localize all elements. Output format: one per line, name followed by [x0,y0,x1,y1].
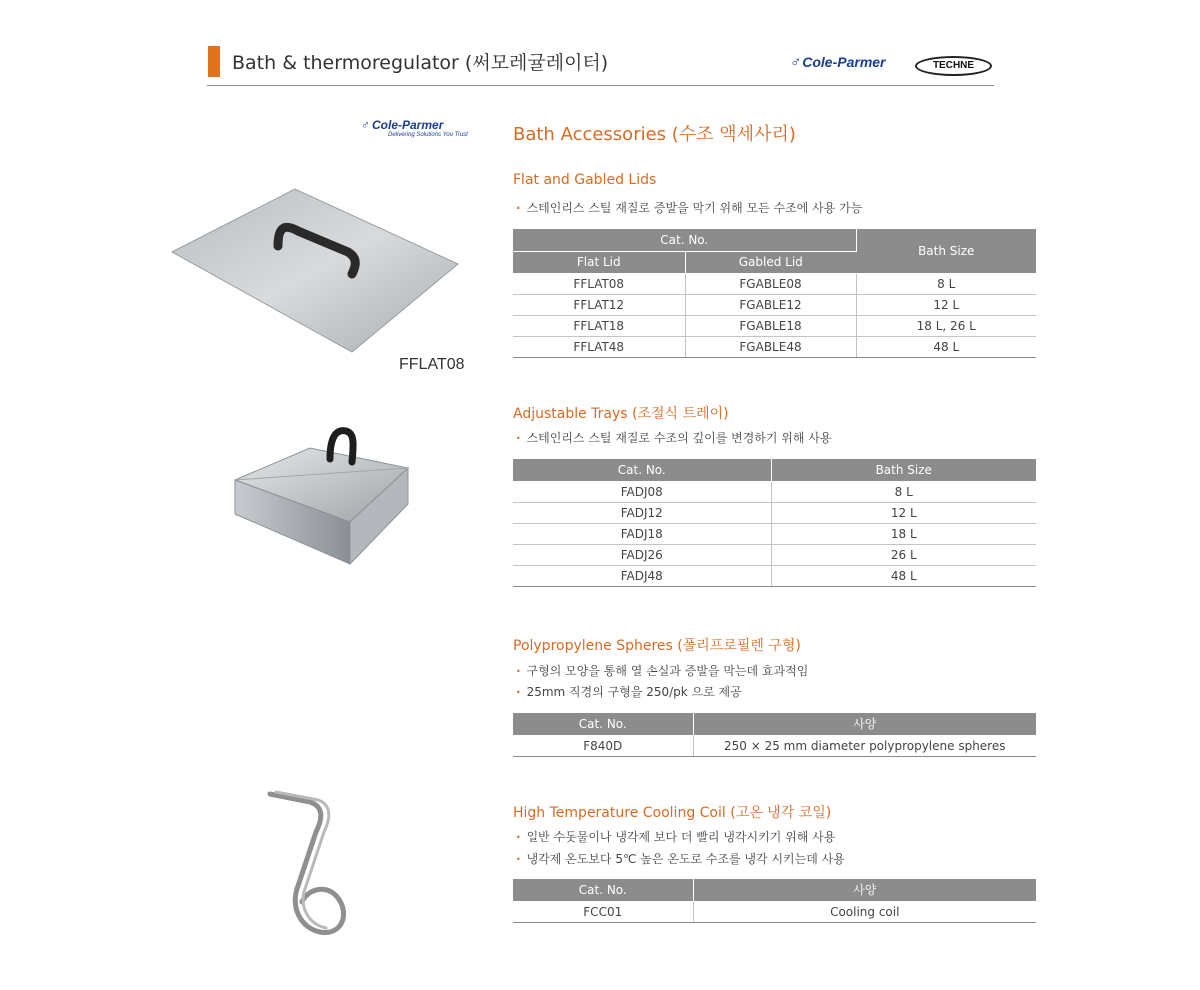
main-title: Bath Accessories (수조 액세사리) [513,124,796,145]
table-row: FADJ18 18 L [513,523,1036,544]
table-row: FFLAT18 FGABLE18 18 L, 26 L [513,315,1036,336]
cole-parmer-logo: ♂ Cole-Parmer [789,54,886,71]
bullet-dot-icon: · [516,664,521,678]
brand-logo [360,118,470,138]
header-cat-no: Cat. No. [513,459,771,481]
table-row: FADJ08 8 L [513,481,1036,502]
page-title: Bath & thermoregulator (써모레귤레이터) [232,52,609,74]
header-bath-size: Bath Size [856,229,1036,273]
techne-logo: TECHNE [915,56,992,76]
table-row: FADJ26 26 L [513,544,1036,565]
header-flat-lid: Flat Lid [513,251,685,273]
trays-table [513,459,1036,587]
brand-tagline: Delivering Solutions You Trust [388,132,468,138]
bullet-dot-icon: · [516,830,521,844]
header-gabled-lid: Gabled Lid [685,251,856,273]
cole-parmer-mark-icon: ♂ [789,54,801,71]
bullet-item: · 스테인리스 스틸 재질로 수조의 깊이를 변경하기 위해 사용 [516,431,832,445]
bullet-dot-icon: · [516,431,521,445]
header-cat-no: Cat. No. [513,229,856,251]
bullet-dot-icon: · [516,685,521,699]
bullet-item: · 스테인리스 스틸 재질로 증발을 막기 위해 모든 수조에 사용 가능 [516,201,863,215]
table-row: FFLAT48 FGABLE48 48 L [513,336,1036,357]
table-row: FADJ12 12 L [513,502,1036,523]
header-spec: 사양 [693,713,1036,735]
bullet-item: · 일반 수돗물이나 냉각제 보다 더 빨리 냉각시키기 위해 사용 [516,830,836,844]
page-header [207,44,994,86]
section-title-trays: Adjustable Trays (조절식 트레이) [513,406,729,422]
bullet-dot-icon: · [516,201,521,215]
table-row: FFLAT12 FGABLE12 12 L [513,294,1036,315]
table-row: FCC01 Cooling coil [513,901,1036,922]
section-title-coil: High Temperature Cooling Coil (고온 냉각 코일) [513,805,832,821]
spheres-table [513,713,1036,757]
header-cat-no: Cat. No. [513,713,693,735]
brand-name: Cole-Parmer [372,118,444,132]
flat-lid-image [170,186,462,356]
lids-table [513,229,1036,358]
header-cat-no: Cat. No. [513,879,693,901]
bullet-dot-icon: · [516,852,521,866]
header-accent-bar [208,46,220,77]
bullet-item: · 냉각제 온도보다 5℃ 높은 온도로 수조를 냉각 시키는데 사용 [516,852,845,866]
cooling-coil-image [266,788,352,948]
flat-lid-label: FFLAT08 [399,356,465,373]
cole-parmer-mark-icon: ♂ [360,118,369,132]
section-title-spheres: Polypropylene Spheres (폴리프로필렌 구형) [513,638,801,654]
coil-table [513,879,1036,923]
table-row: FFLAT08 FGABLE08 8 L [513,273,1036,294]
table-row: FADJ48 48 L [513,565,1036,586]
bullet-item: · 구형의 모양을 통해 열 손실과 증발을 막는데 효과적임 [516,664,809,678]
header-bath-size: Bath Size [771,459,1036,481]
table-row: F840D 250 × 25 mm diameter polypropylene spheres [513,735,1036,756]
bullet-item: · 25mm 직경의 구형을 250/pk 으로 제공 [516,685,742,699]
gabled-lid-image [230,424,412,576]
section-title-lids: Flat and Gabled Lids [513,172,657,188]
header-spec: 사양 [693,879,1036,901]
